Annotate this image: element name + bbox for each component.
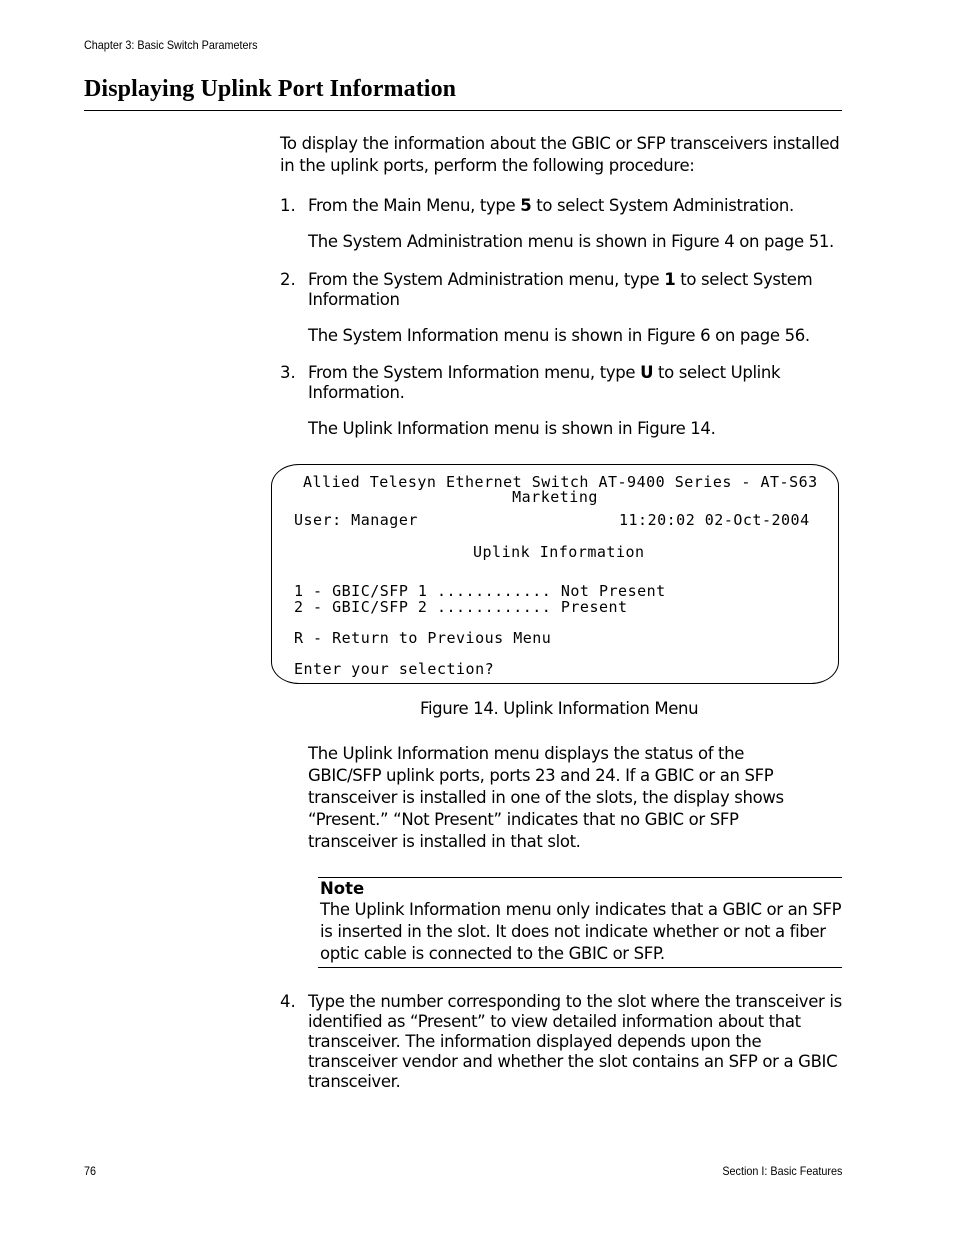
screen-prompt: Enter your selection? (294, 660, 495, 678)
step-1-key: 5 (520, 196, 532, 215)
step-3-result: The Uplink Information menu is shown in Figure 14. (308, 419, 716, 438)
title-divider (84, 110, 842, 111)
step-1-text: From the Main Menu, type 5 to select System Administration. (308, 196, 794, 215)
screen-menu-title: Uplink Information (473, 543, 645, 561)
note-top-rule (318, 877, 842, 878)
step-4-number: 4. (280, 992, 296, 1011)
screen-user: User: Manager (294, 511, 418, 529)
step-2-number: 2. (280, 270, 296, 289)
intro-paragraph: To display the information about the GBIC or SFP transceivers installed in the uplink ports, perform the following procedure: (280, 134, 840, 175)
page-number: 76 (84, 1164, 97, 1178)
step-2-result: The System Information menu is shown in Figure 6 on page 56. (308, 326, 810, 345)
screen-system-name: Marketing (512, 488, 598, 506)
terminal-screen (271, 464, 839, 684)
screen-title-line: Allied Telesyn Ethernet Switch AT-9400 Series - AT-S63 (303, 473, 818, 491)
running-header: Chapter 3: Basic Switch Parameters (84, 38, 258, 52)
note-text: The Uplink Information menu only indicates that a GBIC or an SFP is inserted in the slot. It does not indicate whether or not a fiber optic cable is connected to the GBIC or SFP. (320, 900, 842, 963)
figure-caption: Figure 14. Uplink Information Menu (420, 699, 699, 718)
step-3-number: 3. (280, 363, 296, 382)
step-4-text: Type the number corresponding to the slot where the transceiver is identified as “Present” to view detailed information about that transceiver. The information displayed depends upon the transceiver vendor and whether the slot contains an SFP or a GBIC transceiver. (308, 992, 842, 1091)
step-3-text: From the System Information menu, type U to select Uplink Information. (308, 363, 781, 402)
screen-datetime: 11:20:02 02-Oct-2004 (619, 511, 810, 529)
step-2-text: From the System Administration menu, type 1 to select System Information (308, 270, 813, 309)
page-title: Displaying Uplink Port Information (84, 76, 457, 102)
screen-option-1: 1 - GBIC/SFP 1 ............ Not Present (294, 582, 666, 600)
step-1-number: 1. (280, 196, 296, 215)
step-1-result: The System Administration menu is shown in Figure 4 on page 51. (308, 232, 834, 251)
description-paragraph: The Uplink Information menu displays the status of the GBIC/SFP uplink ports, ports 23 and 24. If a GBIC or an SFP transceiver is installed in one of the slots, the display shows “Present.” “Not Present” indicates that no GBIC or SFP transceiver is installed in that slot. (308, 744, 784, 851)
screen-option-return: R - Return to Previous Menu (294, 629, 552, 647)
note-bottom-rule (318, 967, 842, 968)
note-label: Note (320, 879, 365, 898)
screen-option-2: 2 - GBIC/SFP 2 ............ Present (294, 598, 628, 616)
step-3-key: U (640, 363, 654, 382)
step-2-key: 1 (664, 270, 676, 289)
footer-section: Section I: Basic Features (721, 1164, 842, 1178)
